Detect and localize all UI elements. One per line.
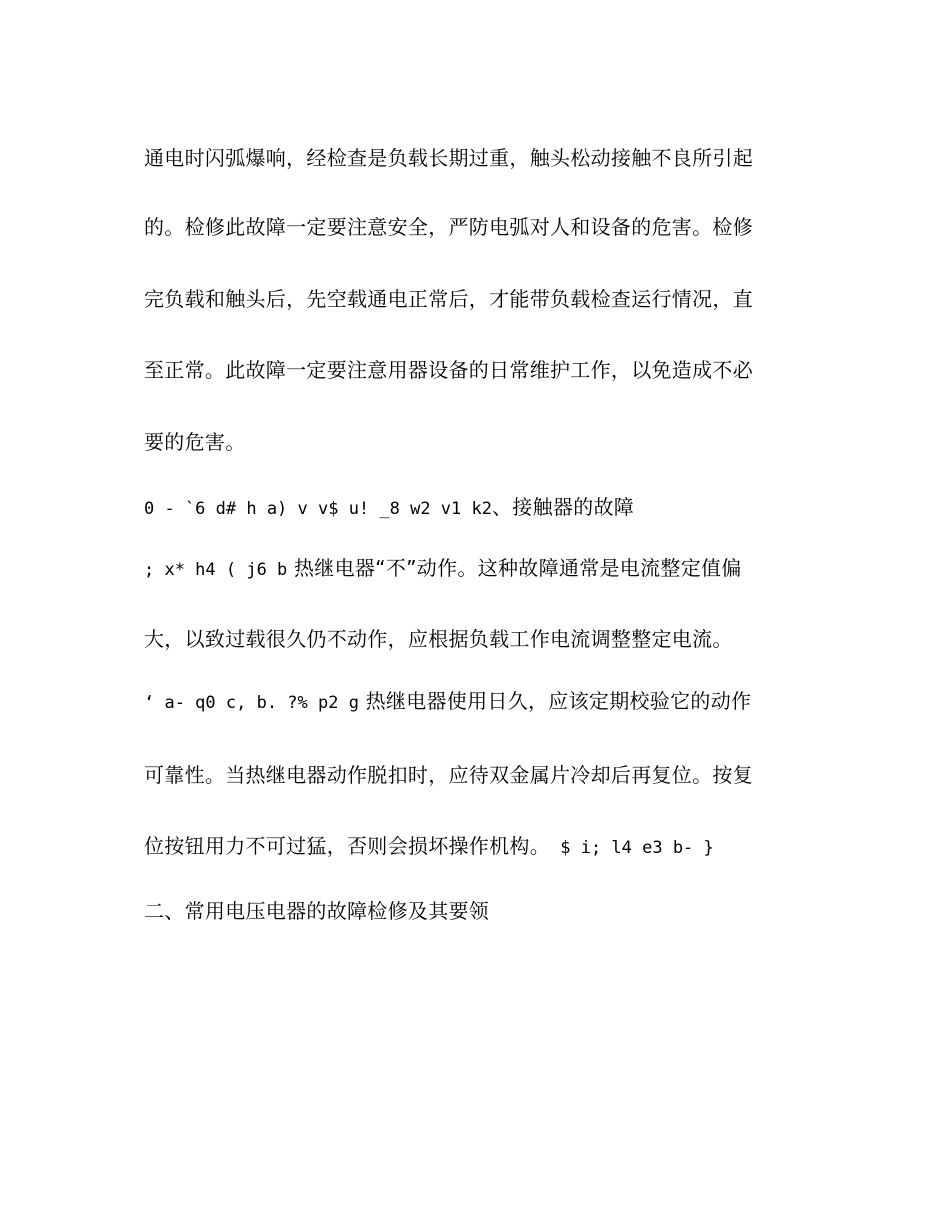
paragraph-3-line-1 — [144, 688, 804, 716]
paragraph-3-first-text: 热继电器使用日久，应该定期校验它的动作 — [365, 689, 752, 713]
contactor-heading — [144, 494, 804, 522]
paragraph-3-last-text: 位按钮用力不可过猛，否则会损坏操作机构。 — [144, 834, 550, 858]
paragraph-1-line-5: 要的危害。 — [144, 430, 246, 454]
paragraph-2-line-1 — [144, 555, 804, 583]
paragraph-2-noise: ; x* h4 ( j6 b — [144, 560, 288, 580]
section-2-heading: 二、常用电压电器的故障检修及其要领 — [144, 899, 490, 923]
paragraph-3-trailing-noise: $ i; l4 e3 b- } — [550, 838, 714, 858]
contactor-heading-text: 、接触器的故障 — [492, 495, 635, 519]
paragraph-1-line-4: 至正常。此故障一定要注意用器设备的日常维护工作，以免造成不必 — [144, 358, 753, 382]
paragraph-3-line-3 — [144, 833, 804, 861]
paragraph-1-line-1: 通电时闪弧爆响，经检查是负载长期过重，触头松动接触不良所引起 — [144, 146, 753, 170]
paragraph-3-noise: ‘ a- q0 c, b. ?% p2 g — [144, 693, 359, 713]
paragraph-2-line-2: 大，以致过载很久仍不动作，应根据负载工作电流调整整定电流。 — [144, 627, 733, 651]
paragraph-1-line-3: 完负载和触头后，先空载通电正常后，才能带负载检查运行情况，直 — [144, 287, 753, 311]
paragraph-2-first-text: 热继电器“不”动作。这种故障通常是电流整定值偏 — [293, 556, 742, 580]
contactor-heading-noise: 0 - `6 d# h a) v v$ u! _8 w2 v1 k2 — [144, 499, 492, 519]
paragraph-1-line-2: 的。检修此故障一定要注意安全，严防电弧对人和设备的危害。检修 — [144, 215, 753, 239]
paragraph-3-line-2: 可靠性。当热继电器动作脱扣时，应待双金属片冷却后再复位。按复 — [144, 763, 753, 787]
